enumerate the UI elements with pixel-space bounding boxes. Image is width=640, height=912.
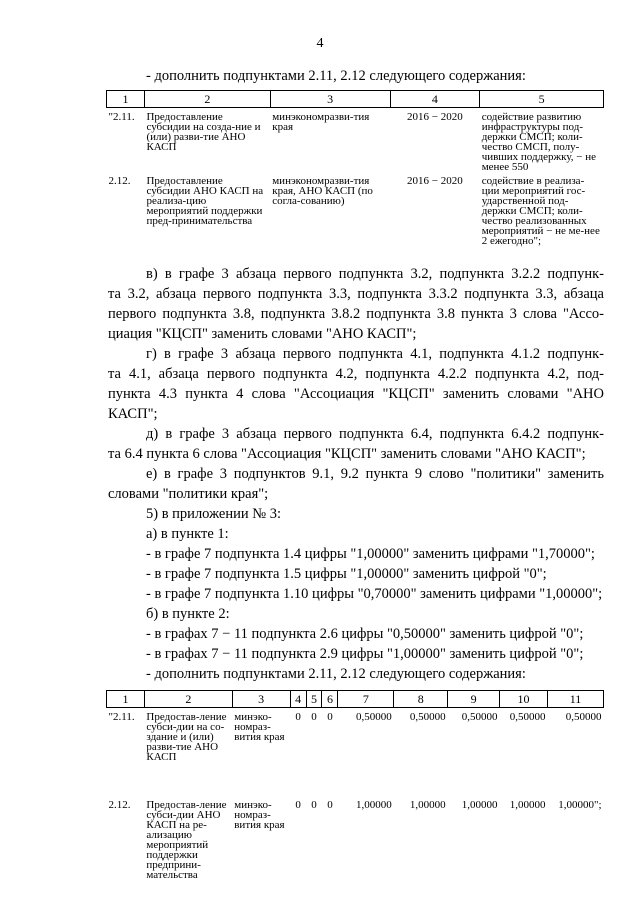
table-cell: 0 xyxy=(327,711,333,723)
table-row xyxy=(107,108,604,173)
table-cell: 0,50000 xyxy=(409,711,446,723)
table-cell: 0 xyxy=(327,799,333,811)
table-header-cell: 1 xyxy=(107,691,145,708)
intro-line-1: - дополнить подпунктами 2.11, 2.12 следующего содержания: xyxy=(146,68,526,84)
table-cell: 0 xyxy=(295,711,301,723)
table-cell: Предоставление субсидии на созда-ние и (или) разви-тие АНО КАСП xyxy=(146,111,261,153)
item-5: 5) в приложении № 3: xyxy=(146,506,281,522)
table-cell: содействие в реализа-ции мероприятий гос-ударственной под-держки СМСП; коли-чество реализованных мероприятий − не ме-нее 2 ежегодно"; xyxy=(481,175,600,247)
table-cell: 1,00000"; xyxy=(558,799,602,811)
table-cell: 1,00000 xyxy=(409,799,446,811)
paragraph-e-line: е) в графе 3 подпунктов 9.1, 9.2 пункта 9 слово "политики" заменить xyxy=(146,466,604,482)
intro-line-2: - дополнить подпунктами 2.11, 2.12 следующего содержания: xyxy=(146,666,526,682)
table-header-cell: 6 xyxy=(322,691,338,708)
paragraph-d-line: д) в графе 3 абзаца первого подпункта 6.4, подпункта 6.4.2 подпунк- xyxy=(146,426,604,442)
table-cell: "2.11. xyxy=(108,711,135,723)
table-header-cell: 7 xyxy=(338,691,394,708)
table-cell: 2016 − 2020 xyxy=(407,111,463,123)
table-cell: "2.11. xyxy=(108,111,135,123)
table-header-cell: 9 xyxy=(448,691,500,708)
table-2 xyxy=(106,690,604,912)
table-1-header xyxy=(107,91,604,108)
paragraph-g-line: пункта 4.3 пункта 4 слова "Ассоциация "КЦСП" заменить словами "АНО xyxy=(108,386,604,402)
table-cell: Предостав-ление субси-дии на со-здание и (или) разви-тие АНО КАСП xyxy=(146,711,227,763)
paragraph-g-line: г) в графе 3 абзаца первого подпункта 4.1, подпункта 4.1.2 подпунк- xyxy=(146,346,604,362)
table-header-cell: 10 xyxy=(500,691,548,708)
table-cell: содействие развитию инфраструктуры под-держки СМСП; коли-чество СМСП, полу-чивших поддержку, − не менее 550 xyxy=(481,111,596,173)
table-header-cell: 3 xyxy=(232,691,290,708)
paragraph-v-line: циация "КЦСП" заменить словами "АНО КАСП"; xyxy=(108,326,417,342)
table-cell: 0,50000 xyxy=(565,711,602,723)
paragraph-v-line: та 3.2, абзаца первого подпункта 3.3, подпункта 3.3.2 подпункта 3.3, абзаца xyxy=(108,286,604,302)
paragraph-v-line: в) в графе 3 абзаца первого подпункта 3.2, подпункта 3.2.2 подпунк- xyxy=(146,266,604,282)
table-header-cell: 2 xyxy=(144,691,232,708)
paragraph-v-line: первого подпункта 3.8, подпункта 3.8.2 подпункта 3.8 пункта 3 слова "Ассо- xyxy=(108,306,604,322)
table-cell: 0,50000 xyxy=(356,711,392,723)
page-number: 4 xyxy=(316,36,324,51)
table-header-cell: 4 xyxy=(390,91,480,108)
table-cell: 0,50000 xyxy=(509,711,546,723)
table-1 xyxy=(106,90,604,246)
paragraph-g-line: та 4.1, абзаца первого подпункта 4.2, подпункта 4.2.2 подпункта 4.2, под- xyxy=(108,366,604,382)
table-cell: минэкономразви-тия края, АНО КАСП (по согла-сованию) xyxy=(272,175,373,207)
table-header-cell: 5 xyxy=(306,691,322,708)
item-b-2: - в графах 7 − 11 подпункта 2.9 цифры "1,00000" заменить цифрой "0"; xyxy=(146,646,584,662)
paragraph-e-line: словами "политики края"; xyxy=(108,486,269,502)
table-cell: 1,00000 xyxy=(461,799,498,811)
table-header-cell: 5 xyxy=(480,91,604,108)
item-a-3: - в графе 7 подпункта 1.10 цифры "0,70000" заменить цифрами "1,00000"; xyxy=(146,586,603,602)
table-row xyxy=(107,172,604,246)
table-cell: 1,00000 xyxy=(356,799,392,811)
table-cell: Предоставление субсидии АНО КАСП на реализа-цию мероприятий поддержки пред-принимательства xyxy=(146,175,264,227)
table-header-cell: 11 xyxy=(547,691,603,708)
table-row xyxy=(107,796,604,912)
item-a: а) в пункте 1: xyxy=(146,526,229,542)
table-cell: 2.12. xyxy=(108,175,131,187)
item-b-1: - в графах 7 − 11 подпункта 2.6 цифры "0,50000" заменить цифрой "0"; xyxy=(146,626,584,642)
table-header-cell: 3 xyxy=(270,91,390,108)
table-cell: 2016 − 2020 xyxy=(407,175,463,187)
table-cell: минэко-номраз-вития края xyxy=(234,799,285,831)
table-cell: 0 xyxy=(311,799,317,811)
item-b: б) в пункте 2: xyxy=(146,606,230,622)
item-a-2: - в графе 7 подпункта 1.5 цифры "1,00000" заменить цифрой "0"; xyxy=(146,566,547,582)
table-cell: 0 xyxy=(311,711,317,723)
table-cell: минэкономразви-тия края xyxy=(272,111,370,133)
table-cell: Предостав-ление субси-дии АНО КАСП на ре-ализацию мероприятий поддержки предприни-мательства xyxy=(146,799,227,881)
paragraph-g-line: КАСП"; xyxy=(108,406,158,422)
table-row xyxy=(107,708,604,797)
paragraph-d-line: та 6.4 пункта 6 слова "Ассоциация "КЦСП" заменить словами "АНО КАСП"; xyxy=(108,446,586,462)
table-cell: 0 xyxy=(295,799,301,811)
table-header-cell: 4 xyxy=(290,691,306,708)
table-header-cell: 8 xyxy=(394,691,448,708)
item-a-1: - в графе 7 подпункта 1.4 цифры "1,00000" заменить цифрами "1,70000"; xyxy=(146,546,595,562)
table-2-header xyxy=(107,691,604,708)
table-header-cell: 1 xyxy=(107,91,145,108)
table-cell: минэко-номраз-вития края xyxy=(234,711,285,743)
table-cell: 2.12. xyxy=(108,799,131,811)
table-cell: 1,00000 xyxy=(509,799,546,811)
table-cell: 0,50000 xyxy=(461,711,498,723)
table-header-cell: 2 xyxy=(144,91,270,108)
